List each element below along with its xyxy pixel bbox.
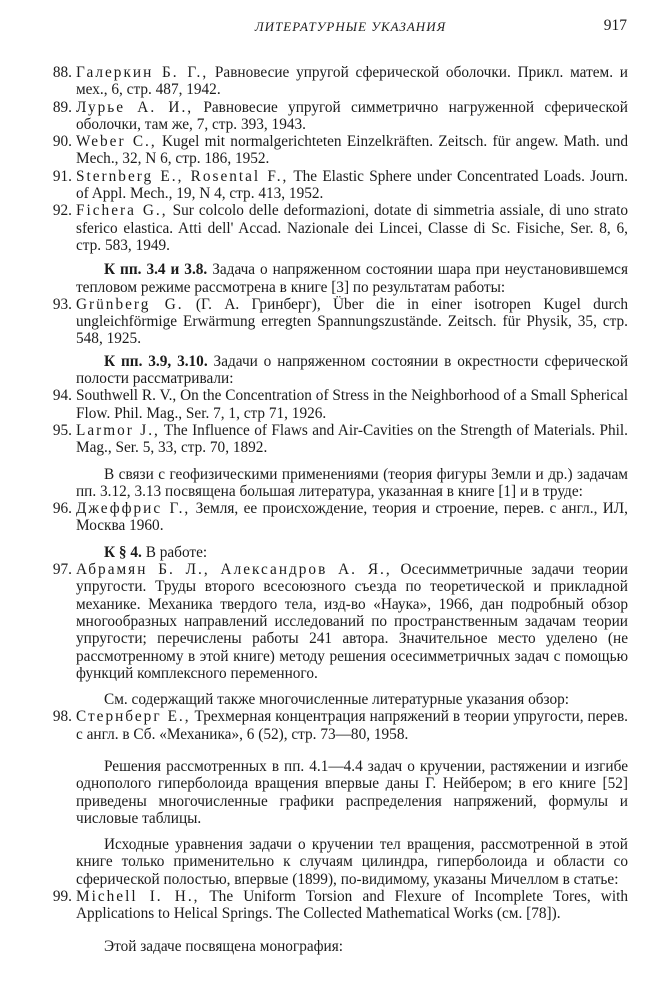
reference-number: 94. [52, 387, 72, 405]
paragraph-hyperboloid [76, 758, 628, 827]
reference-89 [48, 99, 628, 134]
reference-author: Weber C., [76, 133, 157, 151]
paragraph-text: В работе: [141, 543, 208, 561]
reference-text: The Influence of Flaws and Air-Cavities on the Strength of Materials. Phil. Mag., Ser. 5, 33, стр. 70, 1892. [76, 421, 629, 457]
paragraph-text: Исходные уравнения задачи о кручении тел вращения, рассмотренной в этой книге только применительно к случаям цилиндра, гиперболоида и области со сферической полостью, впервые (1899), по-видимому, указаны Мичеллом в статье: [76, 836, 628, 888]
paragraph-lead: К § 4. [104, 543, 142, 561]
reference-author: Fichera G., [76, 202, 168, 220]
reference-text: Sur colcolo delle deformazioni, dotate di simmetria assiale, di uno strato sferico elastica. Atti dell' Accad. Nazionale dei Lincei, Classe di Sc. Fisiche, Ser. 8, 6, стр. 583, 1949. [76, 202, 628, 254]
reference-text: Земля, ее происхождение, теория и строение, перев. с англ., ИЛ, Москва 1960. [76, 500, 628, 535]
reference-96 [48, 500, 628, 535]
reference-author: Джеффрис Г., [76, 500, 191, 518]
paragraph-geophysics [76, 466, 628, 501]
paragraph-review [76, 691, 628, 708]
reference-author: Michell I. H., [76, 888, 200, 906]
reference-number: 89. [52, 98, 72, 116]
reference-text: The Elastic Sphere under Concentrated Loads. Journ. of Appl. Mech., 19, N 4, стр. 413, 1952. [76, 167, 629, 203]
reference-number: 90. [52, 133, 72, 151]
reference-text: Осесимметричные задачи теории упругости. Труды второго всесоюзного съезда по теоретической и прикладной механике. Механика твердого тела, изд-во «Наука», 1966, дан подробный обзор многообразных направлений исследований по пространственным задачам теории упругости; перечислены работы 241 автора. Значительное место уделено (не рассмотренному в этой книге) методу решения осесимметричных задач с помощью функций комплексного переменного. [76, 561, 628, 682]
reference-text: The Uniform Torsion and Flexure of Incomplete Tores, with Applications to Helical Springs. The Collected Mathematical Works (см. [78]). [76, 888, 628, 923]
running-header [74, 18, 627, 38]
reference-text: Равновесие упругой симметрично нагруженной сферической оболочки, там же, 7, стр. 393, 1943. [76, 98, 628, 133]
reference-99 [48, 888, 628, 923]
reference-94 [48, 387, 628, 422]
reference-number: 92. [52, 202, 72, 220]
paragraph-torsion [76, 836, 628, 888]
reference-92 [48, 202, 628, 254]
reference-91 [48, 168, 628, 203]
reference-number: 98. [52, 708, 72, 726]
paragraph-text: Решения рассмотренных в пп. 4.1—4.4 задач о кручении, растяжении и изгибе однополого гиперболоида вращения впервые даны Г. Нейбером; в его книге [52] приведены многочисленные графики распределения напряжений, формулы и числовые таблицы. [76, 757, 628, 827]
reference-author: Sternberg E., Rosental F., [76, 167, 289, 185]
reference-90 [48, 133, 628, 168]
page-number: 917 [603, 17, 627, 34]
reference-author: Southwell R. V., [76, 387, 177, 405]
reference-98 [48, 708, 628, 743]
paragraph-section-4 [76, 544, 628, 561]
reference-author: Grünberg G. [76, 295, 184, 313]
reference-text: Трехмерная концентрация напряжений в теории упругости, перев. с англ. в Сб. «Механика», 6 (52), стр. 73—80, 1958. [76, 708, 628, 743]
reference-author: Larmor J., [76, 421, 160, 439]
reference-number: 91. [52, 167, 72, 185]
reference-93 [48, 296, 628, 348]
paragraph-text: См. содержащий также многочисленные литературные указания обзор: [104, 691, 570, 709]
paragraph-text: Задача о напряженном состоянии шара при неустановившемся тепловом режиме рассмотрена в книге [3] по результатам работы: [76, 261, 628, 296]
reference-text: On the Concentration of Stress in the Neighborhood of a Small Spherical Flow. Phil. Mag., Ser. 7, 1, стр 71, 1926. [76, 387, 628, 422]
reference-number: 88. [52, 64, 72, 81]
reference-88 [48, 64, 628, 99]
reference-number: 96. [52, 500, 72, 518]
reference-number: 95. [52, 421, 72, 439]
paragraph-text: Задачи о напряженном состоянии в окрестности сферической полости рассматривали: [76, 352, 629, 388]
paragraph-lead: К пп. 3.9, 3.10. [104, 352, 208, 370]
reference-text: Kugel mit normalgerichteten Einzelkräften. Zeitsch. für angew. Math. und Mech., 32, N 6, стр. 186, 1952. [76, 133, 628, 168]
reference-95 [48, 422, 628, 457]
reference-number: 97. [52, 561, 72, 579]
running-title: ЛИТЕРАТУРНЫЕ УКАЗАНИЯ [254, 19, 447, 34]
reference-97 [48, 561, 628, 682]
paragraph-monograph [76, 938, 628, 955]
paragraph-sections-3-9-3-10 [76, 353, 628, 388]
reference-text: (Г. А. Гринберг), Über die in einer isotropen Kugel durch ungleichförmige Erwärmung erregten Spannungszustände. Zeitsch. für Physik, 35, стр. 548, 1925. [76, 295, 629, 348]
paragraph-text: Этой задаче посвящена монография: [104, 937, 344, 955]
reference-author: Галеркин Б. Г., [76, 64, 209, 81]
paragraph-sections-3-4-3-8 [76, 261, 628, 296]
reference-number: 99. [52, 888, 72, 906]
reference-text: Равновесие упругой сферической оболочки. Прикл. матем. и мех., 6, стр. 487, 1942. [76, 64, 628, 99]
reference-author: Стернберг Е., [76, 708, 191, 726]
page-body [48, 64, 628, 955]
reference-number: 93. [52, 295, 72, 313]
reference-author: Лурье А. И., [76, 98, 194, 116]
reference-author: Абрамян Б. Л., Александров А. Я., [76, 561, 392, 579]
paragraph-lead: К пп. 3.4 и 3.8. [104, 261, 208, 279]
paragraph-text: В связи с геофизическими применениями (теория фигуры Земли и др.) задачам пп. 3.12, 3.13 посвящена большая литература, указанная в книге [1] и в труде: [76, 465, 628, 500]
